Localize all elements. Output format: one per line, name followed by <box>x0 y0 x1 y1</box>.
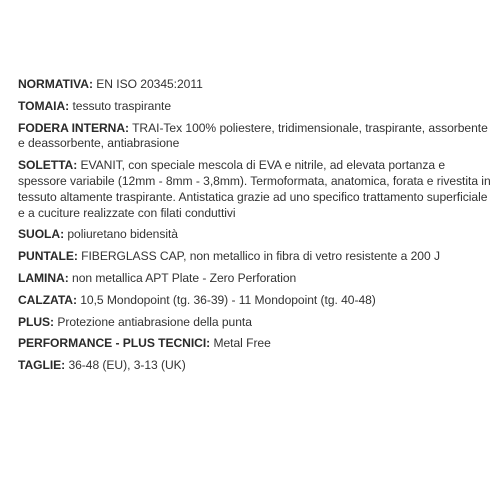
spec-label: PLUS: <box>18 314 55 329</box>
spec-soletta <box>18 158 492 221</box>
spec-label: TAGLIE: <box>18 358 66 373</box>
spec-value: non metallica APT Plate - Zero Perforation <box>72 270 297 285</box>
spec-value: EN ISO 20345:2011 <box>96 77 203 91</box>
product-specifications <box>18 77 492 380</box>
spec-value: 36-48 (EU), 3-13 (UK) <box>68 358 186 373</box>
spec-value: FIBERGLASS CAP, non metallico in fibra di vetro resistente a 200 J <box>81 249 440 264</box>
spec-puntale <box>18 249 492 265</box>
spec-label: FODERA INTERNA: <box>18 120 129 135</box>
spec-value: 10,5 Mondopoint (tg. 36-39) - 11 Mondopoint (tg. 40-48) <box>80 292 376 307</box>
spec-taglie <box>18 358 492 374</box>
spec-value: poliuretano bidensità <box>67 227 178 242</box>
spec-value: Protezione antiabrasione della punta <box>57 314 252 329</box>
spec-performance <box>18 336 492 352</box>
spec-value: TRAI-Tex 100% poliestere, tridimensionale, traspirante, assorbente e deassorbente, antiabrasione <box>18 120 488 151</box>
spec-suola <box>18 227 492 243</box>
spec-label: NORMATIVA: <box>18 77 93 91</box>
spec-value: EVANIT, con speciale mescola di EVA e nitrile, ad elevata portanza e spessore variabile (12mm - 8mm - 3,8mm). Termoformata, anatomica, forata e rivestita in tessuto altamente traspirante. Antistatica grazie ad uno specifico trattamento superficiale e a cuciture realizzate con filati conduttivi <box>18 158 491 220</box>
spec-label: PERFORMANCE - PLUS TECNICI: <box>18 336 211 351</box>
spec-label: LAMINA: <box>18 270 69 285</box>
spec-tomaia <box>18 99 492 115</box>
spec-value: tessuto traspirante <box>72 98 172 113</box>
spec-lamina <box>18 271 492 287</box>
spec-calzata <box>18 293 492 309</box>
spec-label: TOMAIA: <box>18 98 70 113</box>
spec-value: Metal Free <box>213 336 271 351</box>
spec-label: SOLETTA: <box>18 158 78 173</box>
spec-plus <box>18 315 492 331</box>
spec-normativa <box>18 77 492 93</box>
spec-fodera-interna <box>18 121 492 153</box>
spec-label: SUOLA: <box>18 227 65 242</box>
spec-label: CALZATA: <box>18 292 77 307</box>
spec-label: PUNTALE: <box>18 249 78 264</box>
